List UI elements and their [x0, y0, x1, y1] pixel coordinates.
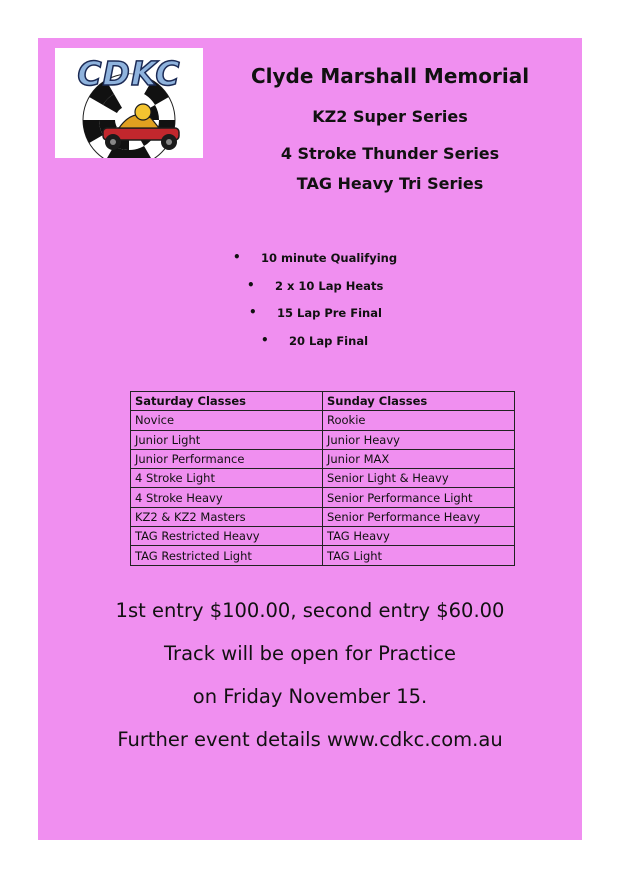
saturday-class: Novice [131, 411, 323, 430]
table-row [131, 469, 515, 488]
bullet-dot: • [233, 250, 241, 264]
event-title: Clyde Marshall Memorial [250, 64, 530, 88]
saturday-class: TAG Restricted Light [131, 546, 323, 565]
practice-line-2: on Friday November 15. [192, 685, 428, 708]
sunday-class: Senior Performance Light [323, 488, 515, 507]
saturday-class: 4 Stroke Heavy [131, 488, 323, 507]
sunday-class: Junior Heavy [323, 430, 515, 449]
sunday-class: Junior MAX [323, 449, 515, 468]
sunday-class: Rookie [323, 411, 515, 430]
saturday-class: TAG Restricted Heavy [131, 527, 323, 546]
saturday-class: 4 Stroke Light [131, 469, 323, 488]
format-item: • 2 x 10 Lap Heats [247, 278, 384, 293]
format-item: • 20 Lap Final [261, 333, 369, 348]
bullet-dot: • [249, 305, 257, 319]
sunday-class: TAG Heavy [323, 527, 515, 546]
sunday-class: Senior Light & Heavy [323, 469, 515, 488]
sunday-class: Senior Performance Heavy [323, 507, 515, 526]
table-header-row [131, 392, 515, 411]
saturday-class: Junior Light [131, 430, 323, 449]
saturday-class: Junior Performance [131, 449, 323, 468]
logo-wordmark: CDKC [77, 54, 181, 93]
series-kz2: KZ2 Super Series [312, 107, 468, 126]
event-details: Further event details www.cdkc.com.au [117, 728, 503, 751]
table-row [131, 411, 515, 430]
flyer [38, 38, 582, 840]
bullet-dot: • [247, 278, 255, 292]
saturday-header: Saturday Classes [131, 392, 323, 411]
classes-table [130, 391, 515, 566]
format-item: • 10 minute Qualifying [233, 250, 398, 265]
table-row [131, 546, 515, 565]
series-tag-heavy: TAG Heavy Tri Series [296, 174, 484, 193]
series-4-stroke: 4 Stroke Thunder Series [280, 144, 500, 163]
table-row [131, 449, 515, 468]
sunday-header: Sunday Classes [323, 392, 515, 411]
cdkc-logo [55, 48, 203, 158]
format-item: • 15 Lap Pre Final [249, 305, 382, 320]
table-row [131, 527, 515, 546]
table-row [131, 507, 515, 526]
saturday-class: KZ2 & KZ2 Masters [131, 507, 323, 526]
entry-fees: 1st entry $100.00, second entry $60.00 [115, 599, 505, 622]
table-row [131, 430, 515, 449]
table-row [131, 488, 515, 507]
bullet-dot: • [261, 333, 269, 347]
practice-line-1: Track will be open for Practice [164, 642, 456, 665]
sunday-class: TAG Light [323, 546, 515, 565]
